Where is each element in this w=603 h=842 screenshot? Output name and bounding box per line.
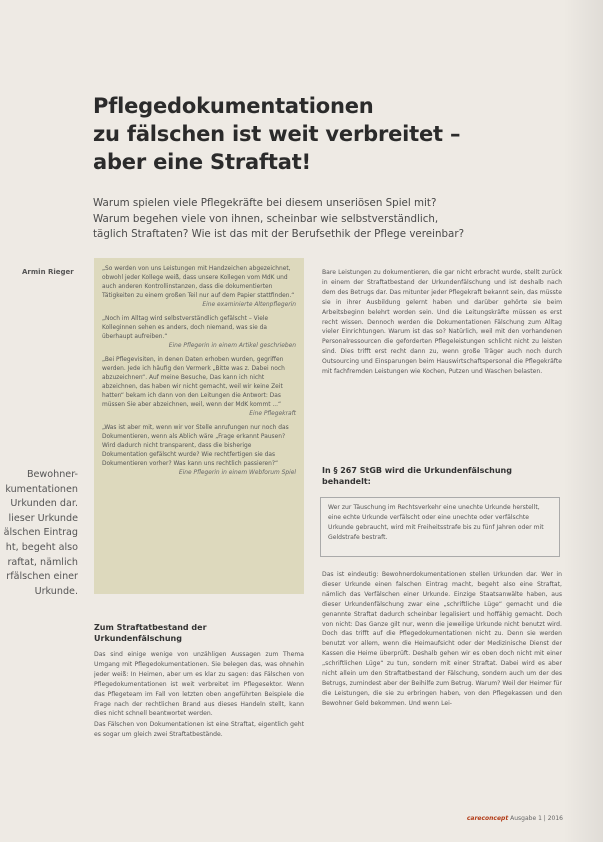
body-paragraph: Das Fälschen von Dokumentationen ist eine Straftat, eigentlich geht es sogar um gleich zwei Straftatbestände. — [94, 721, 304, 739]
quote-box — [94, 258, 304, 594]
quote-item — [102, 356, 296, 419]
lead-line: Warum spielen viele Pflegekräfte bei diesem unseriösen Spiel mit? — [93, 197, 437, 209]
pull-quote-line: Urkunden dar. — [10, 498, 78, 510]
quote-source: Eine Pflegerin in einem Artikel geschrieben — [168, 343, 296, 349]
headline-line: zu fälschen ist weit verbreitet – — [93, 122, 461, 146]
quote-source: Eine examinierte Altenpflegerin — [202, 302, 296, 308]
quote-text: „Was ist aber mit, wenn wir vor Stelle anrufungen nur noch das Dokumentieren, wenn als Ablich wäre „Frage erkannt Pausen? Wird dadurch nicht transparent, dass die bisherige Dokumentation gefälscht wurde? Wie rechtfertigen sie das Dokumentieren vorher? Was kann uns rechtlich passieren?“ — [102, 425, 289, 467]
footer-issue: Ausgabe 1 | 2016 — [510, 815, 563, 822]
pull-quote-line: älschen Eintrag — [3, 527, 78, 539]
lead-line: Warum begehen viele von ihnen, scheinbar wie selbstverständlich, — [93, 212, 439, 225]
quote-text: „Noch im Alltag wird selbstverständlich gefälscht – Viele Kolleginnen sehen es anders, doch niemand, was sie da überhaupt aufreiben.“ — [102, 316, 269, 340]
page-edge-shadow — [563, 0, 603, 842]
pull-quote-line: Bewohner- — [26, 469, 78, 480]
quote-item — [102, 265, 296, 310]
pull-quote-line: kumentationen — [5, 483, 78, 495]
pull-quote-line: raftat, nämlich — [7, 556, 78, 568]
pull-quote-line: ht, begeht also — [5, 541, 78, 553]
section-heading: Zum Straftatbestand der Urkundenfälschung — [94, 623, 207, 643]
headline — [93, 92, 523, 176]
body-paragraph: Das sind einige wenige von unzähligen Aussagen zum Thema Umgang mit Pflegedokumentationen. Sie belegen das, was ohnehin jeder weiß: In Heimen, aber um es klar zu sagen: das Fälschen von Pflegedokumentationen ist weit verbreitet im Pflegesektor. Wenn das Pflegeteam im Fall von letzten oben angeführten Beispiele die Frage nach der rechtlichen Brand aus dieses Handeln stellt, kann dies nicht schnell beantwortet werden. — [94, 651, 304, 718]
lead-paragraph — [93, 196, 513, 243]
pull-quote-line: Urkunde. — [34, 585, 78, 597]
quote-text: „So werden von uns Leistungen mit Handzeichen abgezeichnet, obwohl jeder Kollege weiß, dass unsere Kollegen vom MdK und auch anderen Kontrollinstanzen, dass die dokumentierten Tätigkeiten zu einem großen Teil nur auf dem Papier stattfinden.“ — [102, 266, 295, 299]
headline-line: aber eine Straftat! — [93, 150, 311, 174]
footer-brand: careconcept — [466, 815, 509, 822]
body-column-right-bottom — [322, 570, 562, 815]
pull-quote-line: lieser Urkunde — [8, 512, 78, 524]
quote-source: Eine Pflegerin in einem Webforum Spiel — [178, 470, 296, 476]
quote-item — [102, 315, 296, 351]
body-paragraph: Bare Leistungen zu dokumentieren, die gar nicht erbracht wurde, stellt zurück in einem der Straftatbestand der Urkundenfälschung und ist deshalb nach dem des Betrugs dar. Das mitunter jeder Pflegekraft bekannt sein, das müsste sie in ihrer Ausbildung gelernt haben und darüber gehörte sie beim Arbeitsbeginn belehrt worden sein. Und die Leitungskräfte müssen es erst recht wissen. Dennoch werden die Dokumentationen Fälschung zum Alltag vieler Einrichtungen. Warum ist das so? Natürlich, weil mit den vorhandenen Personalressourcen die geforderten Pflegeleistungen schlicht nicht zu leisten sind. Dies trifft erst recht dann zu, wenn große Träger auch noch durch Outsourcing und Einsparungen beim Hauswirtschaftspersonal die Pflegekräfte mit fachfremden Leistungen wie Kochen, Putzen und Waschen belasten. — [322, 269, 562, 376]
quote-source: Eine Pflegekraft — [249, 411, 296, 417]
law-quote-box: Wer zur Täuschung im Rechtsverkehr eine unechte Urkunde herstellt, eine echte Urkunde verfälscht oder eine unechte oder verfälschte Urkunde gebraucht, wird mit Freiheitsstrafe bis zu fünf Jahren oder mit Geldstrafe bestraft. — [320, 497, 560, 557]
lead-line: täglich Straftaten? Wie ist das mit der Berufsethik der Pflege vereinbar? — [93, 228, 465, 240]
body-column-right-top — [322, 268, 562, 450]
body-column-left — [94, 650, 304, 772]
section-heading: In § 267 StGB wird die Urkundenfälschung behandelt: — [322, 466, 512, 486]
body-paragraph: Das ist eindeutig: Bewohnerdokumentationen stellen Urkunden dar. Wer in dieser Urkunde einen falschen Eintrag macht, begeht also eine Straftat, nämlich das Verfälschen einer Urkunde. Einzige Staatsanwälte haben, aus dieser Urkundenfälschung zwar eine „schriftliche Lüge“ gemacht und die genannte Straftat dadurch scheinbar legalisiert und hoffähig gemacht. Doch von nicht: Das Ganze gilt nur, wenn die jeweilige Urkunde nicht benutzt wird. Doch das trifft auf die Pflegedokumentationen nicht zu. Denn sie werden benutzt vor allem, wenn die Heimaufsicht oder der Medizinische Dienst der Kassen die Heime überprüft. Deshalb gehen wir es oben doch nicht mit einer „schriftlichen Lüge“ zu tun, sondern mit einer Straftat. Dabei wird es aber nicht allein um den Straftatbestand der Fälschung, sondern auch um der des Betrugs, zumindest aber der Beihilfe zum Betrug. Warum? Weil der Heimer für die Leistungen, die sie zu erbringen haben, von den Pflegekassen und den Bewohner Geld bekommen. Und wenn Lei- — [322, 571, 562, 707]
page-footer — [467, 815, 563, 822]
pull-quote — [0, 468, 78, 599]
pull-quote-line: rfälschen einer — [6, 571, 78, 583]
quote-text: „Bei Pflegevisiten, in denen Daten erhoben wurden, gegriffen werden. Jede ich häufig den Vermerk „Bitte was z. Dabei noch abzuzeichnen“. Auf meine Besuche, Das kann ich nicht abzeichnen, das haben wir nicht gemacht, weil wir keine Zeit hatten“ bekam ich dann von den Leitungen die Antwort: Das müssen Sie aber abzeichnen, weil, wenn der MdK kommt ...“ — [102, 357, 285, 408]
author-name: Armin Rieger — [22, 268, 74, 276]
quote-item — [102, 424, 296, 478]
headline-line: Pflegedokumentationen — [93, 94, 374, 118]
